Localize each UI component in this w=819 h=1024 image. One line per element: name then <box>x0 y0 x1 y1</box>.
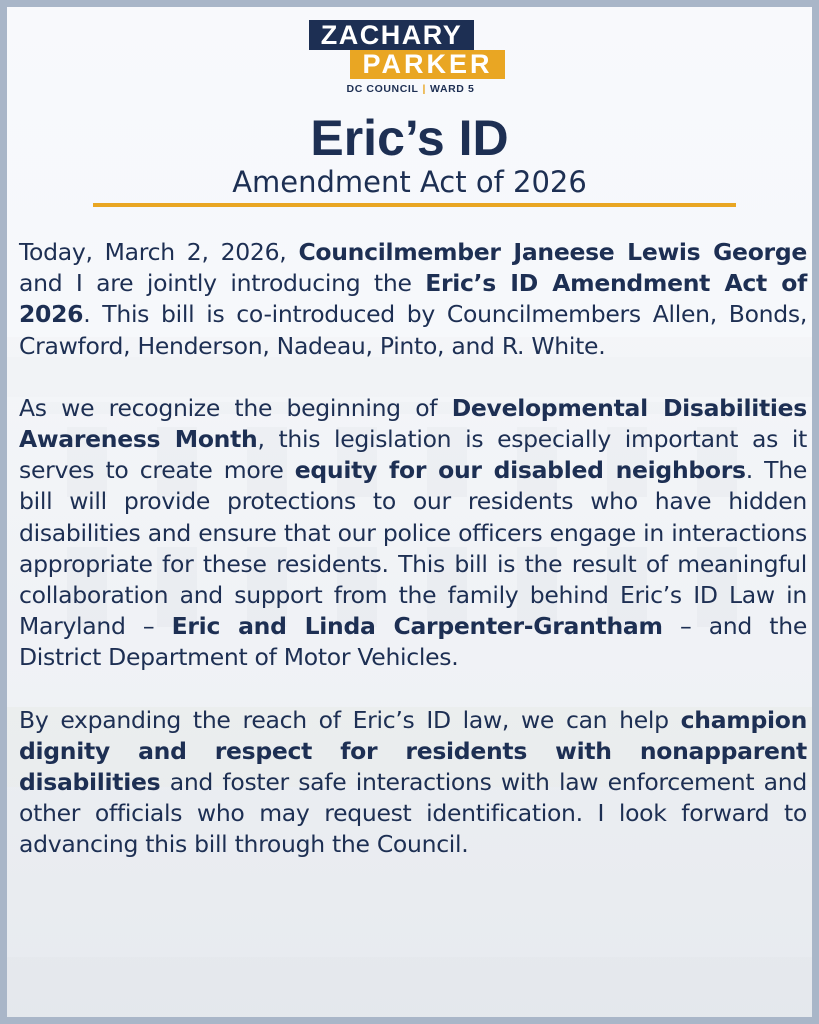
bold-text: champion dignity and respect for residents with nonapparent disabilities <box>19 705 807 797</box>
paragraph-text: . This bill is co-introduced by Councilmembers Allen, Bonds, Crawford, Henderson, Nadeau, Pinto, and R. White. <box>19 300 807 360</box>
paragraph-text: . The bill will provide protections to our residents who have hidden disabilities and ensure that our police officers engage in interactions appropriate for these residents. This bill is the result of meaningful collaboration and support from the family behind Eric’s ID Law in Maryland – <box>19 456 807 641</box>
paragraph-text: , this legislation is especially important as it serves to create more <box>19 425 807 485</box>
campaign-logo <box>7 20 812 95</box>
bold-text: Eric’s ID Amendment Act of 2026 <box>19 269 807 329</box>
paragraph-3 <box>19 705 807 861</box>
logo-last-name: PARKER <box>350 50 504 79</box>
announcement-body <box>19 237 807 892</box>
title-underline <box>93 203 736 207</box>
paragraph-text: – and the District Department of Motor Vehicles. <box>19 612 807 672</box>
bold-text: Councilmember Janeese Lewis George <box>298 238 807 266</box>
logo-first-name: ZACHARY <box>309 20 475 50</box>
bold-text: Developmental Disabilities Awareness Month <box>19 393 807 454</box>
bold-text: Eric and Linda Carpenter-Grantham <box>171 612 663 641</box>
paragraph-1 <box>19 237 807 362</box>
paragraph-text: Today, March 2, 2026, <box>19 238 299 266</box>
paragraph-text: By expanding the reach of Eric’s ID law, we can help <box>19 705 681 734</box>
paragraph-text: and foster safe interactions with law enforcement and other officials who may request identification. I look forward to advancing this bill through the Council. <box>19 768 807 859</box>
page-subtitle: Amendment Act of 2026 <box>232 165 587 199</box>
logo-org: DC COUNCIL <box>346 83 419 95</box>
bold-text: equity for our disabled neighbors <box>294 456 746 485</box>
paragraph-2 <box>19 393 807 674</box>
logo-separator: | <box>422 83 427 95</box>
logo-subtitle <box>347 83 475 95</box>
paragraph-text: and I are jointly introducing the <box>19 269 426 298</box>
logo-ward: WARD 5 <box>430 83 475 95</box>
paragraph-text: As we recognize the beginning of <box>19 393 452 422</box>
flyer-content <box>7 7 812 1017</box>
page-title: Eric’s ID <box>310 110 509 166</box>
